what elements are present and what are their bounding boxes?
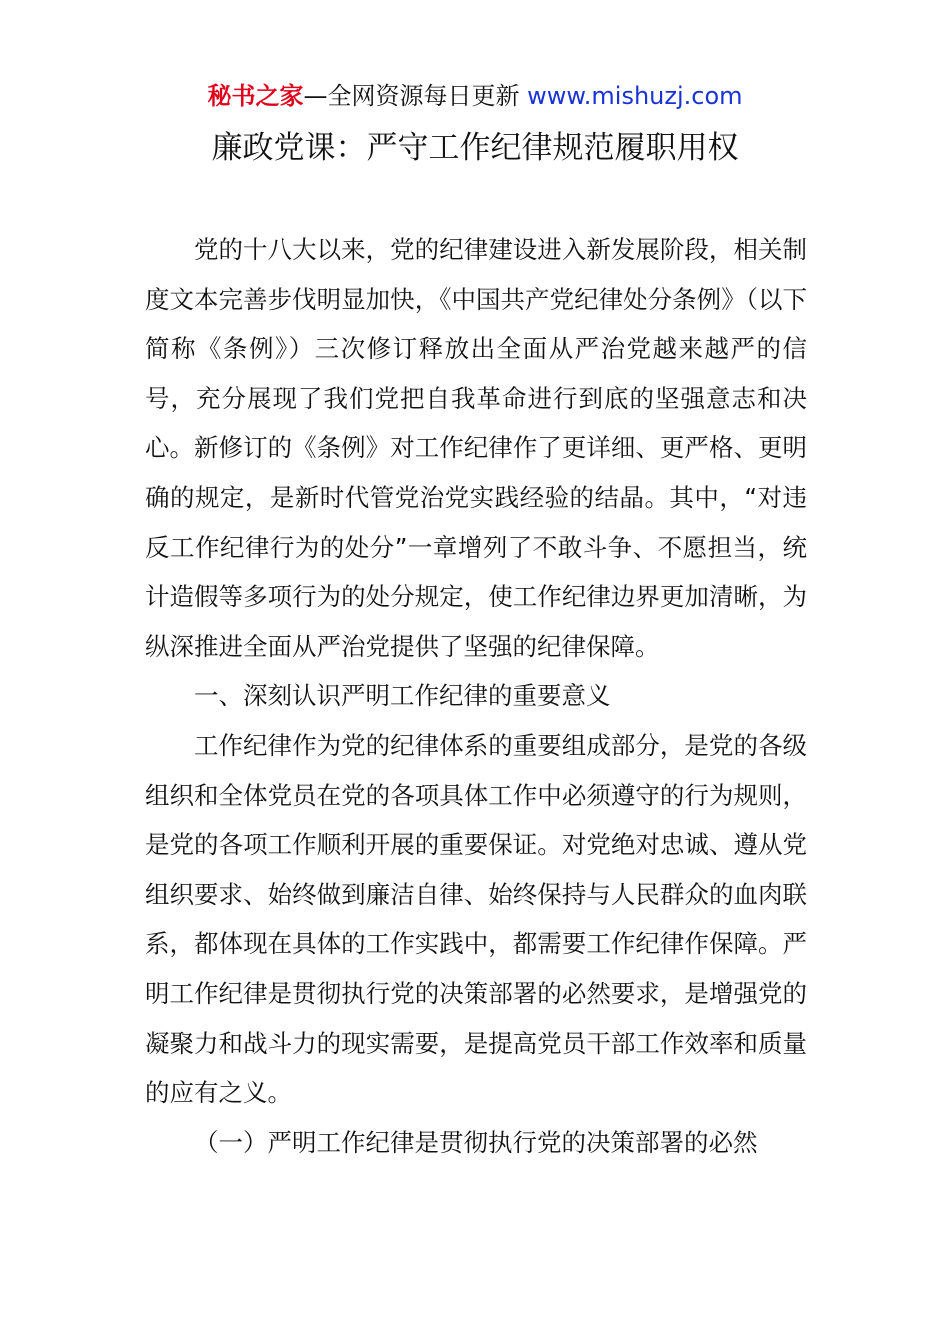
document-body [145, 225, 807, 1167]
site-tagline: —全网资源每日更新 [303, 82, 528, 110]
site-brand: 秘书之家 [207, 82, 304, 110]
site-url-link[interactable]: www.mishuzj.com [527, 82, 743, 110]
paragraph-intro: 党的十八大以来，党的纪律建设进入新发展阶段，相关制度文本完善步伐明显加快，《中国共产党纪律处分条例》（以下简称《条例》）三次修订释放出全面从严治党越来越严的信号，充分展现了我们党把自我革命进行到底的坚强意志和决心。新修订的《条例》对工作纪律作了更详细、更严格、更明确的规定，是新时代管党治党实践经验的结晶。其中，“对违反工作纪律行为的处分”一章增列了不敢斗争、不愿担当，统计造假等多项行为的处分规定，使工作纪律边界更加清晰，为纵深推进全面从严治党提供了坚强的纪律保障。 [145, 235, 807, 661]
subsection-heading-1: （一）严明工作纪律是贯彻执行党的决策部署的必然 [194, 1127, 758, 1157]
site-header [0, 80, 950, 112]
document-title: 廉政党课：严守工作纪律规范履职用权 [211, 130, 739, 166]
section-heading-1: 一、深刻认识严明工作纪律的重要意义 [194, 681, 611, 711]
paragraph-section-1: 工作纪律作为党的纪律体系的重要组成部分，是党的各级组织和全体党员在党的各项具体工作中必须遵守的行为规则，是党的各项工作顺利开展的重要保证。对党绝对忠诚、遵从党组织要求、始终做到廉洁自律、始终保持与人民群众的血肉联系，都体现在具体的工作实践中，都需要工作纪律作保障。严明工作纪律是贯彻执行党的决策部署的必然要求，是增强党的凝聚力和战斗力的现实需要，是提高党员干部工作效率和质量的应有之义。 [145, 730, 807, 1108]
